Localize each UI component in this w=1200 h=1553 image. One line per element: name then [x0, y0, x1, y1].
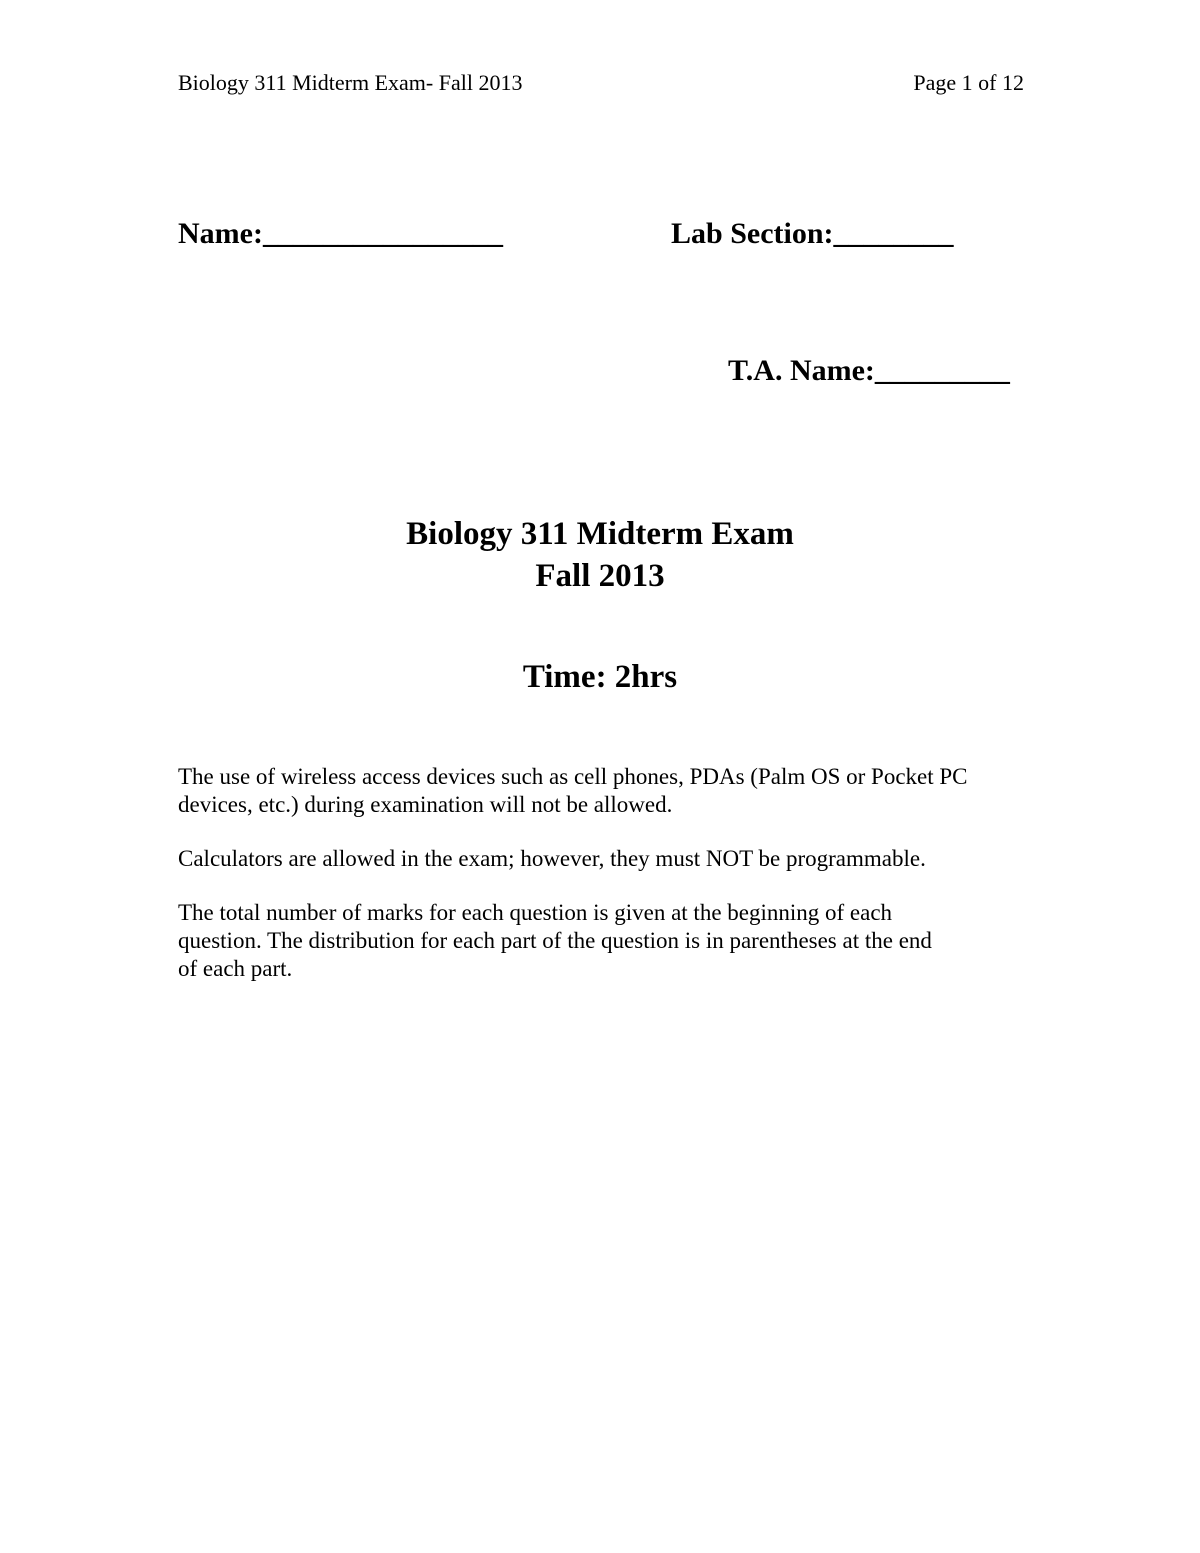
header-course-title: Biology 311 Midterm Exam- Fall 2013	[178, 70, 523, 95]
ta-name-label: T.A. Name:	[728, 354, 875, 387]
text-line: The total number of marks for each question is given at the beginning of each	[178, 900, 893, 925]
ta-name-blank-line[interactable]: _________	[874, 354, 1010, 387]
running-header	[178, 70, 1024, 104]
instruction-calculators	[178, 845, 1038, 873]
exam-title-line-1: Biology 311 Midterm Exam	[406, 516, 794, 552]
name-label: Name:	[178, 217, 263, 250]
exam-title	[0, 513, 1200, 597]
text-line: question. The distribution for each part of the question is in parentheses at the end	[178, 928, 932, 953]
exam-duration: Time: 2hrs	[522, 659, 678, 695]
exam-title-line-2: Fall 2013	[535, 558, 665, 594]
name-blank-line[interactable]: ________________	[262, 217, 503, 250]
lab-section-field[interactable]	[671, 217, 954, 251]
ta-name-field[interactable]	[728, 354, 1010, 388]
instruction-wireless-devices	[178, 763, 1038, 819]
text-line: The use of wireless access devices such as cell phones, PDAs (Palm OS or Pocket PC	[178, 764, 968, 789]
name-field[interactable]	[178, 217, 503, 251]
lab-section-label: Lab Section:	[671, 217, 834, 250]
lab-section-blank-line[interactable]: ________	[833, 217, 954, 250]
header-page-number: Page 1 of 12	[913, 70, 1024, 95]
text-line: devices, etc.) during examination will not be allowed.	[178, 792, 673, 817]
text-line: Calculators are allowed in the exam; however, they must NOT be programmable.	[178, 846, 926, 871]
text-line: of each part.	[178, 956, 293, 981]
instruction-marks-distribution	[178, 899, 1038, 983]
